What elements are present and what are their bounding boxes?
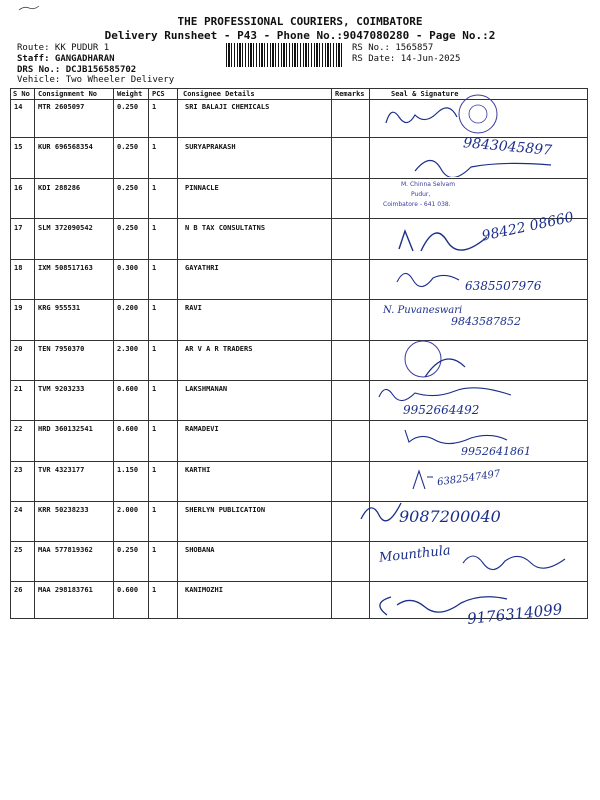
row-pcs: 1 xyxy=(152,506,157,514)
row-pcs: 1 xyxy=(152,143,157,151)
handwritten-phone: 9087200040 xyxy=(399,507,501,526)
row-consignee: AR V A R TRADERS xyxy=(185,345,253,353)
row-consignment: IXM 508517163 xyxy=(38,264,93,272)
row-weight: 1.150 xyxy=(117,466,139,474)
row-pcs: 1 xyxy=(152,224,157,232)
row-weight: 0.600 xyxy=(117,385,139,393)
row-weight: 0.600 xyxy=(117,425,139,433)
row-weight: 0.200 xyxy=(117,304,139,312)
handwritten-phone: 9952641861 xyxy=(461,445,531,458)
row-pcs: 1 xyxy=(152,345,157,353)
row-consignment: SLM 372090542 xyxy=(38,224,93,232)
row-sno: 25 xyxy=(14,546,23,554)
row-pcs: 1 xyxy=(152,304,157,312)
document-title: THE PROFESSIONAL COURIERS, COIMBATORE xyxy=(177,15,423,28)
row-consignee: SHOBANA xyxy=(185,546,215,554)
signature-mark xyxy=(391,221,491,257)
row-sno: 22 xyxy=(14,425,23,433)
row-weight: 0.300 xyxy=(117,264,139,272)
signature-mark xyxy=(459,547,569,571)
row-pcs: 1 xyxy=(152,264,157,272)
row-pcs: 1 xyxy=(152,586,157,594)
row-sno: 17 xyxy=(14,224,23,232)
row-sno: 23 xyxy=(14,466,23,474)
signature-mark xyxy=(375,383,515,403)
signature-mark xyxy=(381,103,461,131)
barcode xyxy=(226,43,344,67)
signature-mark xyxy=(393,264,463,288)
row-pcs: 1 xyxy=(152,466,157,474)
row-pcs: 1 xyxy=(152,184,157,192)
row-sno: 21 xyxy=(14,385,23,393)
handwritten-phone: 9952664492 xyxy=(403,403,480,417)
signature-mark xyxy=(411,151,561,177)
row-weight: 0.250 xyxy=(117,546,139,554)
row-consignee: LAKSHMANAN xyxy=(185,385,228,393)
handwritten-phone: 9843045897 xyxy=(462,135,553,159)
staff-label: Staff: GANGADHARAN xyxy=(17,54,115,64)
row-consignment: HRD 360132541 xyxy=(38,425,93,433)
col-signature: Seal & Signature xyxy=(391,90,459,98)
corner-mark xyxy=(18,4,40,12)
row-weight: 0.250 xyxy=(117,103,139,111)
col-consignee: Consignee Details xyxy=(183,90,255,98)
circular-seal-icon xyxy=(395,337,479,387)
drs-label: DRS No.: DCJB156585702 xyxy=(17,65,137,75)
row-sno: 16 xyxy=(14,184,23,192)
seal-name: M. Chinna Selvam xyxy=(401,181,456,188)
row-sno: 15 xyxy=(14,143,23,151)
row-weight: 0.600 xyxy=(117,586,139,594)
row-consignment: KRR 50238233 xyxy=(38,506,89,514)
row-weight: 0.250 xyxy=(117,184,139,192)
handwritten-phone: 9176314099 xyxy=(466,600,564,628)
row-consignee: PINNACLE xyxy=(185,184,219,192)
row-weight: 0.250 xyxy=(117,143,139,151)
row-pcs: 1 xyxy=(152,546,157,554)
row-pcs: 1 xyxy=(152,385,157,393)
row-sno: 19 xyxy=(14,304,23,312)
row-consignment: KUR 696568354 xyxy=(38,143,93,151)
row-sno: 26 xyxy=(14,586,23,594)
row-consignment: TVM 9203233 xyxy=(38,385,85,393)
seal-area: Pudur, xyxy=(411,191,431,198)
handwritten-name: Mounthula xyxy=(378,543,452,566)
row-sno: 24 xyxy=(14,506,23,514)
col-remarks: Remarks xyxy=(335,90,365,98)
row-consignment: MAA 298183761 xyxy=(38,586,93,594)
document-subtitle: Delivery Runsheet - P43 - Phone No.:9047080280 - Page No.:2 xyxy=(104,29,496,42)
col-weight: Weight xyxy=(117,90,143,98)
signature-mark xyxy=(401,426,511,446)
row-consignee: SRI BALAJI CHEMICALS xyxy=(185,103,270,111)
row-consignee: KARTHI xyxy=(185,466,211,474)
row-consignee: GAYATHRI xyxy=(185,264,219,272)
row-sno: 14 xyxy=(14,103,23,111)
rs-date: RS Date: 14-Jun-2025 xyxy=(352,54,461,64)
row-consignment: MAA 577819362 xyxy=(38,546,93,554)
handwritten-phone: 9843587852 xyxy=(451,315,521,328)
row-consignee: KANIMOZHI xyxy=(185,586,223,594)
row-consignee: N B TAX CONSULTATNS xyxy=(185,224,266,232)
row-consignment: TEN 7950370 xyxy=(38,345,85,353)
runsheet-table xyxy=(10,88,588,628)
row-consignment: KRG 955531 xyxy=(38,304,81,312)
row-consignee: RAVI xyxy=(185,304,202,312)
handwritten-name: N. Puvaneswari xyxy=(383,305,463,316)
row-consignee: RAMADEVI xyxy=(185,425,219,433)
seal-city: Coimbatore - 641 038. xyxy=(383,201,451,208)
rs-number: RS No.: 1565857 xyxy=(352,43,434,53)
row-consignment: MTR 2605097 xyxy=(38,103,85,111)
row-weight: 2.000 xyxy=(117,506,139,514)
handwritten-phone: 6382547497 xyxy=(436,468,502,489)
row-pcs: 1 xyxy=(152,103,157,111)
row-weight: 0.250 xyxy=(117,224,139,232)
handwritten-phone: 6385507976 xyxy=(465,279,542,293)
row-sno: 20 xyxy=(14,345,23,353)
row-sno: 18 xyxy=(14,264,23,272)
row-consignment: TVR 4323177 xyxy=(38,466,85,474)
col-consignment: Consignment No xyxy=(38,90,98,98)
col-sno: S No xyxy=(13,90,30,98)
row-consignment: KDI 288286 xyxy=(38,184,81,192)
row-weight: 2.300 xyxy=(117,345,139,353)
handwritten-phone: 98422 08660 xyxy=(480,209,576,245)
row-pcs: 1 xyxy=(152,425,157,433)
col-pcs: PCS xyxy=(152,90,165,98)
row-consignee: SURYAPRAKASH xyxy=(185,143,236,151)
row-consignee: SHERLYN PUBLICATION xyxy=(185,506,266,514)
route-label: Route: KK PUDUR 1 xyxy=(17,43,110,53)
signature-mark xyxy=(407,467,437,493)
vehicle-label: Vehicle: Two Wheeler Delivery xyxy=(17,75,175,85)
